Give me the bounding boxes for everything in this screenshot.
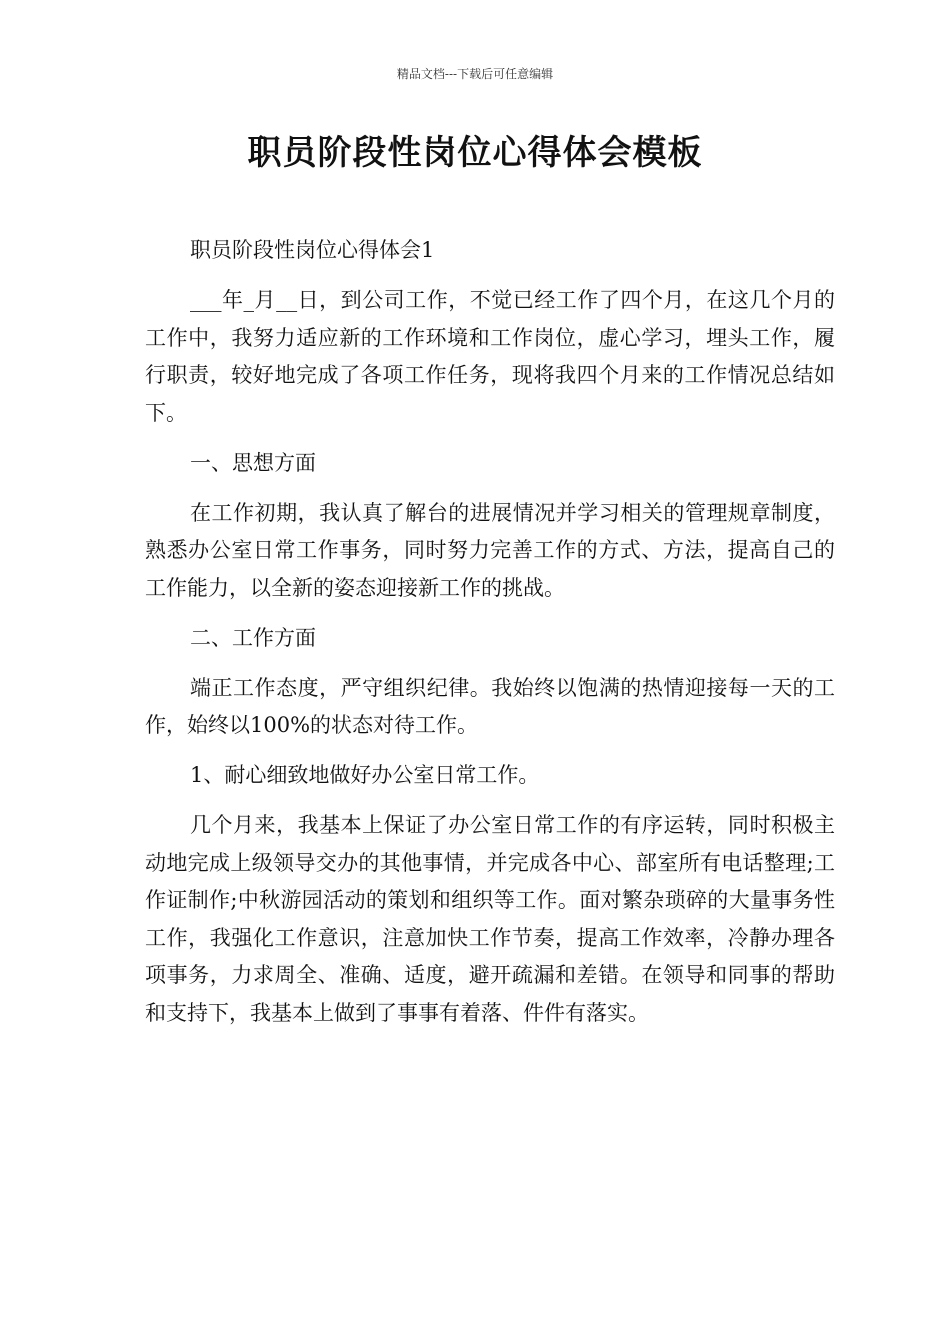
section-heading: 一、思想方面 — [190, 450, 316, 475]
document-title: 职员阶段性岗位心得体会模板 — [247, 133, 703, 173]
paragraph: 端正工作态度，严守组织纪律。我始终以饱满的热情迎接每一天的工作，始终以100%的状态对待工作。 — [145, 675, 835, 737]
paragraph: 几个月来，我基本上保证了办公室日常工作的有序运转，同时积极主动地完成上级领导交办的其他事情，并完成各中心、部室所有电话整理;工作证制作;中秋游园活动的策划和组织等工作。面对繁杂琐碎的大量事务性工作，我强化工作意识，注意加快工作节奏，提高工作效率，冷静办理各项事务，力求周全、准确、适度，避开疏漏和差错。在领导和同事的帮助和支持下，我基本上做到了事事有着落、件件有落实。 — [145, 813, 835, 1025]
document-body — [145, 232, 835, 1045]
subsection-heading: 1、耐心细致地做好办公室日常工作。 — [190, 763, 540, 787]
paragraph: ___年_月__日，到公司工作，不觉已经工作了四个月，在这几个月的工作中，我努力适应新的工作环境和工作岗位，虚心学习，埋头工作，履行职责，较好地完成了各项工作任务，现将我四个月来的工作情况总结如下。 — [145, 288, 835, 425]
paragraph: 在工作初期，我认真了解台的进展情况并学习相关的管理规章制度，熟悉办公室日常工作事务，同时努力完善工作的方式、方法，提高自己的工作能力，以全新的姿态迎接新工作的挑战。 — [145, 500, 835, 600]
header-note: 精品文档---下载后可任意编辑 — [396, 67, 554, 81]
section-heading: 二、工作方面 — [190, 625, 316, 650]
section-heading: 职员阶段性岗位心得体会1 — [190, 238, 435, 262]
